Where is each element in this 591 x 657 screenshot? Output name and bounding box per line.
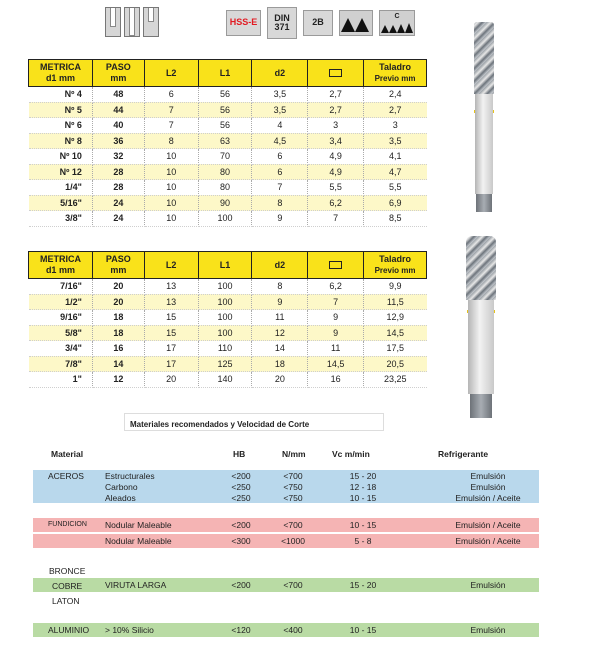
cell-metrica: 1" bbox=[29, 372, 93, 388]
cell-square: 6,2 bbox=[308, 195, 364, 211]
col-l2: L2 bbox=[144, 252, 198, 279]
cell-l1: 90 bbox=[198, 195, 252, 211]
chamfer-icon bbox=[379, 10, 415, 36]
col-d2: d2 bbox=[252, 60, 308, 87]
cell-paso: 14 bbox=[92, 356, 144, 372]
cell-paso: 16 bbox=[92, 341, 144, 357]
table-row bbox=[29, 325, 427, 341]
cell-metrica: 3/4" bbox=[29, 341, 93, 357]
aceros-hb: <250 bbox=[231, 482, 251, 492]
aceros-label: ACEROS bbox=[48, 471, 84, 481]
rectangle-icon bbox=[329, 69, 342, 77]
cell-square: 14,5 bbox=[308, 356, 364, 372]
table-row bbox=[29, 87, 427, 103]
cell-taladro: 6,9 bbox=[364, 195, 427, 211]
cell-paso: 44 bbox=[92, 102, 144, 118]
cell-d2: 18 bbox=[252, 356, 308, 372]
cell-l1: 100 bbox=[198, 279, 252, 295]
cell-taladro: 2,4 bbox=[364, 87, 427, 103]
fundicion-type: Nodular Maleable bbox=[105, 536, 172, 546]
cell-taladro: 8,5 bbox=[364, 211, 427, 227]
cell-paso: 36 bbox=[92, 133, 144, 149]
cell-paso: 40 bbox=[92, 118, 144, 134]
cell-taladro: 20,5 bbox=[364, 356, 427, 372]
table-row bbox=[29, 341, 427, 357]
rectangle-icon bbox=[329, 261, 342, 269]
cell-metrica: 3/8" bbox=[29, 211, 93, 227]
cell-taladro: 2,7 bbox=[364, 102, 427, 118]
cell-metrica: Nº 12 bbox=[29, 164, 93, 180]
col-d2: d2 bbox=[252, 252, 308, 279]
cell-l1: 56 bbox=[198, 102, 252, 118]
aluminio-label: ALUMINIO bbox=[48, 625, 90, 635]
cell-d2: 3,5 bbox=[252, 87, 308, 103]
col-paso: PASO mm bbox=[92, 252, 144, 279]
cell-l2: 10 bbox=[144, 149, 198, 165]
cell-l1: 110 bbox=[198, 341, 252, 357]
cell-taladro: 3,5 bbox=[364, 133, 427, 149]
aceros-vc: 10 - 15 bbox=[349, 493, 377, 503]
cell-d2: 6 bbox=[252, 149, 308, 165]
cell-paso: 18 bbox=[92, 325, 144, 341]
cell-metrica: Nº 8 bbox=[29, 133, 93, 149]
cell-l2: 13 bbox=[144, 279, 198, 295]
col-l1: L1 bbox=[198, 60, 252, 87]
materials-title: Materiales recomendados y Velocidad de Corte bbox=[130, 420, 310, 429]
bronce-label: BRONCE bbox=[49, 566, 86, 576]
bronce-nmm: <700 bbox=[283, 580, 303, 590]
cell-metrica: Nº 6 bbox=[29, 118, 93, 134]
cell-d2: 20 bbox=[252, 372, 308, 388]
cobre-label: COBRE bbox=[52, 581, 83, 591]
cell-l1: 100 bbox=[198, 310, 252, 326]
tolerance-badge: 2B bbox=[303, 10, 333, 36]
cell-d2: 9 bbox=[252, 294, 308, 310]
tap-square bbox=[476, 194, 492, 212]
cell-l2: 7 bbox=[144, 102, 198, 118]
cell-square: 3 bbox=[308, 118, 364, 134]
cell-metrica: 9/16" bbox=[29, 310, 93, 326]
col-metrica: METRICA d1 mm bbox=[29, 252, 93, 279]
fundicion-vc: 10 - 15 bbox=[349, 520, 377, 530]
cell-l1: 56 bbox=[198, 118, 252, 134]
col-l2: L2 bbox=[144, 60, 198, 87]
cell-square: 7 bbox=[308, 294, 364, 310]
table-row bbox=[29, 133, 427, 149]
table-row bbox=[29, 279, 427, 295]
din-badge bbox=[267, 7, 297, 39]
cell-metrica: Nº 5 bbox=[29, 102, 93, 118]
cell-l1: 100 bbox=[198, 294, 252, 310]
cell-paso: 28 bbox=[92, 180, 144, 196]
fundicion-vc: 5 - 8 bbox=[354, 536, 372, 546]
aceros-type: Carbono bbox=[105, 482, 138, 492]
aluminio-hb: <120 bbox=[231, 625, 251, 635]
cell-metrica: 5/8" bbox=[29, 325, 93, 341]
cell-metrica: Nº 10 bbox=[29, 149, 93, 165]
cell-l1: 56 bbox=[198, 87, 252, 103]
aceros-nmm: <700 bbox=[283, 471, 303, 481]
aceros-nmm: <750 bbox=[283, 493, 303, 503]
aceros-hb: <250 bbox=[231, 493, 251, 503]
fundicion-nmm: <1000 bbox=[281, 536, 305, 546]
bronce-type: VIRUTA LARGA bbox=[105, 580, 167, 590]
cell-d2: 9 bbox=[252, 211, 308, 227]
aceros-vc: 15 - 20 bbox=[349, 471, 377, 481]
cell-d2: 14 bbox=[252, 341, 308, 357]
cell-taladro: 4,1 bbox=[364, 149, 427, 165]
cell-d2: 3,5 bbox=[252, 102, 308, 118]
cell-paso: 24 bbox=[92, 211, 144, 227]
cell-l2: 10 bbox=[144, 211, 198, 227]
col-square bbox=[308, 60, 364, 87]
cell-d2: 8 bbox=[252, 279, 308, 295]
bronce-hb: <200 bbox=[231, 580, 251, 590]
tap-shank bbox=[475, 94, 493, 194]
fundicion-ref: Emulsión / Aceite bbox=[455, 520, 521, 530]
din-number: 371 bbox=[274, 22, 290, 32]
cell-l1: 80 bbox=[198, 180, 252, 196]
cell-l2: 6 bbox=[144, 87, 198, 103]
cell-l2: 13 bbox=[144, 294, 198, 310]
fundicion-nmm: <700 bbox=[283, 520, 303, 530]
cell-d2: 6 bbox=[252, 164, 308, 180]
cell-metrica: 5/16" bbox=[29, 195, 93, 211]
table-row bbox=[29, 211, 427, 227]
cell-l2: 17 bbox=[144, 356, 198, 372]
cell-square: 9 bbox=[308, 310, 364, 326]
bronce-vc: 15 - 20 bbox=[349, 580, 377, 590]
cell-l2: 10 bbox=[144, 195, 198, 211]
bronce-ref: Emulsión bbox=[470, 580, 506, 590]
aluminio-type: > 10% Silicio bbox=[105, 625, 154, 635]
through-hole-icon bbox=[124, 7, 140, 37]
cell-l2: 10 bbox=[144, 180, 198, 196]
header-material: Material bbox=[51, 449, 84, 459]
cell-d2: 8 bbox=[252, 195, 308, 211]
table-row bbox=[29, 102, 427, 118]
step-hole-icon bbox=[143, 7, 159, 37]
header-nmm: N/mm bbox=[282, 449, 306, 459]
hole-type-icons bbox=[105, 7, 159, 37]
cell-taladro: 3 bbox=[364, 118, 427, 134]
tap-tool-image-1 bbox=[470, 22, 500, 212]
cell-l2: 15 bbox=[144, 310, 198, 326]
tap-square bbox=[470, 394, 492, 418]
cell-taladro: 5,5 bbox=[364, 180, 427, 196]
cell-paso: 28 bbox=[92, 164, 144, 180]
cell-square: 16 bbox=[308, 372, 364, 388]
cell-paso: 18 bbox=[92, 310, 144, 326]
fundicion-ref: Emulsión / Aceite bbox=[455, 536, 521, 546]
fundicion-label: FUNDICION bbox=[48, 521, 87, 528]
cell-l1: 100 bbox=[198, 211, 252, 227]
cell-taladro: 17,5 bbox=[364, 341, 427, 357]
din-label: DIN bbox=[274, 12, 290, 23]
table-row bbox=[29, 294, 427, 310]
col-taladro: Taladro Previo mm bbox=[364, 252, 427, 279]
blind-hole-icon bbox=[105, 7, 121, 37]
col-taladro: Taladro Previo mm bbox=[364, 60, 427, 87]
cell-l2: 10 bbox=[144, 164, 198, 180]
table-row bbox=[29, 180, 427, 196]
header-refrigerante: Refrigerante bbox=[438, 449, 489, 459]
cell-metrica: 1/4" bbox=[29, 180, 93, 196]
aceros-vc: 12 - 18 bbox=[349, 482, 377, 492]
table-row bbox=[29, 195, 427, 211]
cell-l1: 140 bbox=[198, 372, 252, 388]
hss-badge: HSS-E bbox=[226, 10, 261, 36]
cell-paso: 20 bbox=[92, 279, 144, 295]
cell-l2: 20 bbox=[144, 372, 198, 388]
cell-d2: 4 bbox=[252, 118, 308, 134]
header-hb: HB bbox=[233, 449, 246, 459]
cell-d2: 12 bbox=[252, 325, 308, 341]
cell-l2: 7 bbox=[144, 118, 198, 134]
table-row bbox=[29, 118, 427, 134]
cell-paso: 24 bbox=[92, 195, 144, 211]
cell-l2: 15 bbox=[144, 325, 198, 341]
tap-tool-image-2 bbox=[462, 236, 502, 420]
aceros-ref: Emulsión / Aceite bbox=[455, 493, 521, 503]
cell-square: 4,9 bbox=[308, 164, 364, 180]
fundicion-hb: <300 bbox=[231, 536, 251, 546]
aluminio-nmm: <400 bbox=[283, 625, 303, 635]
cell-taladro: 4,7 bbox=[364, 164, 427, 180]
cell-paso: 32 bbox=[92, 149, 144, 165]
col-metrica: METRICA d1 mm bbox=[29, 60, 93, 87]
laton-label: LATON bbox=[52, 596, 80, 606]
cell-metrica: 1/2" bbox=[29, 294, 93, 310]
cell-paso: 20 bbox=[92, 294, 144, 310]
aceros-ref: Emulsión bbox=[470, 482, 506, 492]
header-vc: Vc m/min bbox=[332, 449, 370, 459]
cell-square: 2,7 bbox=[308, 87, 364, 103]
cell-metrica: 7/16" bbox=[29, 279, 93, 295]
cell-metrica: Nº 4 bbox=[29, 87, 93, 103]
table-row bbox=[29, 149, 427, 165]
cell-d2: 11 bbox=[252, 310, 308, 326]
cell-square: 3,4 bbox=[308, 133, 364, 149]
cell-l1: 70 bbox=[198, 149, 252, 165]
aceros-hb: <200 bbox=[231, 471, 251, 481]
fundicion-type: Nodular Maleable bbox=[105, 520, 172, 530]
cell-paso: 48 bbox=[92, 87, 144, 103]
cell-l2: 17 bbox=[144, 341, 198, 357]
thread-profile-icon bbox=[339, 10, 373, 36]
spec-badges bbox=[226, 10, 415, 39]
aluminio-vc: 10 - 15 bbox=[349, 625, 377, 635]
cell-square: 2,7 bbox=[308, 102, 364, 118]
table-row bbox=[29, 310, 427, 326]
cell-square: 4,9 bbox=[308, 149, 364, 165]
col-l1: L1 bbox=[198, 252, 252, 279]
aceros-type: Aleados bbox=[105, 493, 136, 503]
aluminio-ref: Emulsión bbox=[470, 625, 506, 635]
table-row bbox=[29, 356, 427, 372]
fundicion-hb: <200 bbox=[231, 520, 251, 530]
tap-thread-head bbox=[474, 22, 494, 94]
cell-square: 7 bbox=[308, 211, 364, 227]
tap-shank bbox=[468, 300, 494, 394]
chamfer-letter: C bbox=[394, 13, 400, 21]
cell-square: 11 bbox=[308, 341, 364, 357]
tap-thread-head bbox=[466, 236, 496, 300]
cell-taladro: 23,25 bbox=[364, 372, 427, 388]
cell-d2: 7 bbox=[252, 180, 308, 196]
cell-l1: 80 bbox=[198, 164, 252, 180]
cell-l1: 100 bbox=[198, 325, 252, 341]
cell-square: 5,5 bbox=[308, 180, 364, 196]
col-square bbox=[308, 252, 364, 279]
cell-l1: 125 bbox=[198, 356, 252, 372]
col-paso: PASO mm bbox=[92, 60, 144, 87]
table-row bbox=[29, 372, 427, 388]
cell-metrica: 7/8" bbox=[29, 356, 93, 372]
cell-taladro: 14,5 bbox=[364, 325, 427, 341]
cell-square: 6,2 bbox=[308, 279, 364, 295]
aceros-ref: Emulsión bbox=[470, 471, 506, 481]
cell-d2: 4,5 bbox=[252, 133, 308, 149]
cell-l2: 8 bbox=[144, 133, 198, 149]
spec-table-1 bbox=[28, 59, 427, 227]
aceros-type: Estructurales bbox=[105, 471, 155, 481]
cell-taladro: 11,5 bbox=[364, 294, 427, 310]
aceros-nmm: <750 bbox=[283, 482, 303, 492]
cell-taladro: 9,9 bbox=[364, 279, 427, 295]
cell-paso: 12 bbox=[92, 372, 144, 388]
table-row bbox=[29, 164, 427, 180]
cell-l1: 63 bbox=[198, 133, 252, 149]
spec-table-2 bbox=[28, 251, 427, 388]
cell-square: 9 bbox=[308, 325, 364, 341]
cell-taladro: 12,9 bbox=[364, 310, 427, 326]
